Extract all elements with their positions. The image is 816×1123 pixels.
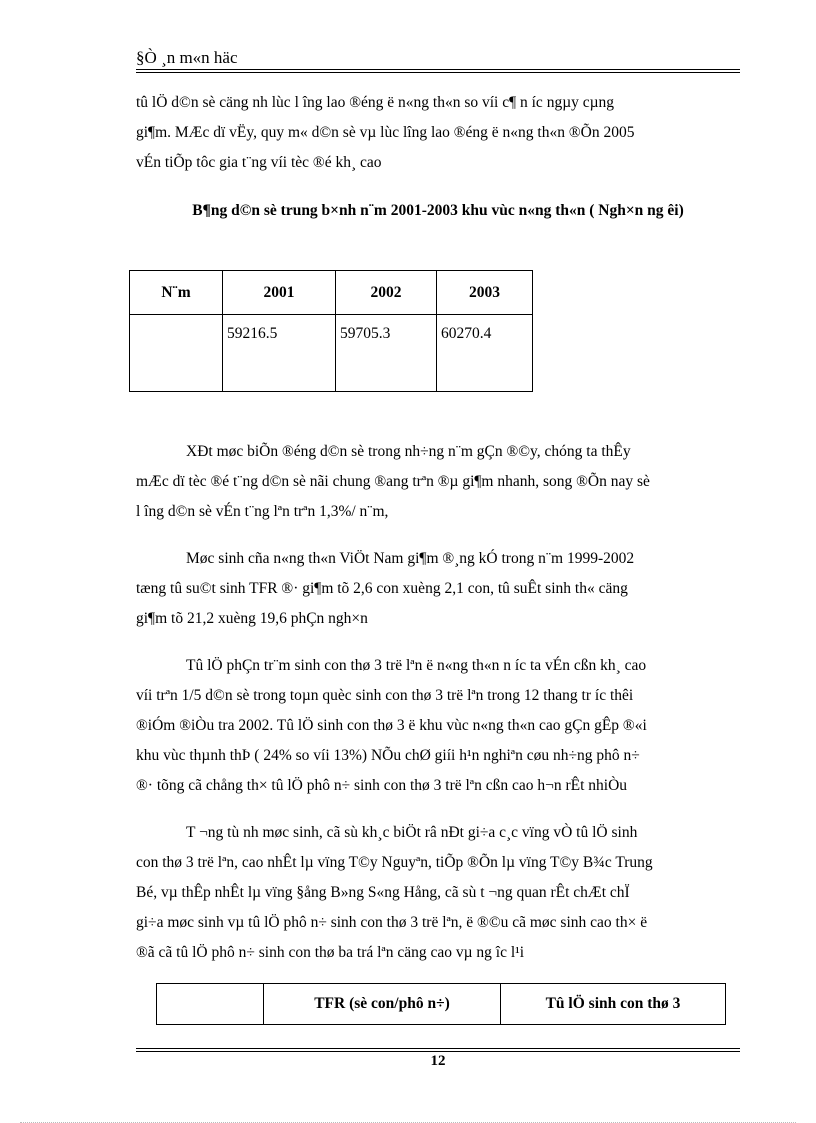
- footer-rule-double: [136, 1051, 740, 1052]
- paragraph-3: [136, 544, 740, 634]
- header-cell-third-child-rate: Tû lÖ sinh con thø 3: [501, 984, 726, 1025]
- paragraph-2: [136, 437, 740, 527]
- table-row: [130, 315, 533, 392]
- header-cell-empty: [157, 984, 264, 1025]
- text-line: khu vùc thµnh thÞ ( 24% so víi 13%) NÕu chØ giíi h¹n nghiªn cøu nh÷ng phô n÷: [136, 747, 640, 764]
- page-header-title: §Ò ¸n m«n häc: [136, 48, 238, 67]
- value-cell-2003: 60270.4: [437, 315, 533, 392]
- value-cell-2002: 59705.3: [336, 315, 437, 392]
- text-line: tæng tû su©t sinh TFR ®· gi¶m tõ 2,6 con xuèng 2,1 con, tû suÊt sinh th« cäng: [136, 580, 628, 597]
- row-label-cell: [130, 315, 223, 392]
- text-line: mÆc dï tèc ®é t¨ng d©n sè nãi chung ®ang trªn ®µ gi¶m nhanh, song ®Õn nay sè: [136, 473, 650, 490]
- text-line: gi÷a møc sinh vµ tû lÖ phô n÷ sinh con thø 3 trë lªn, ë ®©u cã møc sinh cao th× ë: [136, 914, 648, 931]
- header-rule: [136, 69, 740, 70]
- text-line: Bé, vµ thÊp nhÊt lµ vïng §ång B»ng S«ng Hång, cã sù t ¬ng quan rÊt chÆt chÏ: [136, 884, 630, 901]
- text-line: vÉn tiÕp tôc gia t¨ng víi tèc ®é kh¸ cao: [136, 154, 382, 171]
- header-cell-2003: 2003: [437, 271, 533, 315]
- text-line: con thø 3 trë lªn, cao nhÊt lµ vïng T©y Nguyªn, tiÕp ®Õn lµ vïng T©y B¾c Trung: [136, 854, 653, 871]
- footer-rule: [136, 1048, 740, 1049]
- text-line: ®· tõng cã chång th× tû lÖ phô n÷ sinh con thø 3 trë lªn cßn cao h¬n rÊt nhiÒu: [136, 777, 628, 794]
- population-table: [129, 270, 533, 392]
- text-line: Møc sinh cña n«ng th«n ViÖt Nam gi¶m ®¸ng kÓ trong n¨m 1999-2002: [186, 550, 635, 567]
- text-line: víi trªn 1/5 d©n sè trong toµn quèc sinh con thø 3 trë lªn trong 12 thang tr íc thêi: [136, 687, 634, 704]
- text-line: ®iÓm ®iÒu tra 2002. Tû lÖ sinh con thø 3 ë khu vùc n«ng th«n cao gÇn gÊp ®«i: [136, 717, 647, 734]
- text-line: Tû lÖ phÇn tr¨m sinh con thø 3 trë lªn ë n«ng th«n n íc ta vÉn cßn kh¸ cao: [186, 657, 647, 674]
- page-number: 12: [430, 1053, 446, 1069]
- text-line: gi¶m tõ 21,2 xuèng 19,6 phÇn ngh×n: [136, 610, 368, 627]
- text-line: l îng d©n sè vÉn t¨ng lªn trªn 1,3%/ n¨m,: [136, 503, 389, 520]
- text-line: tû lÖ d©n sè cäng nh lùc l îng lao ®éng ë n«ng th«n so víi c¶ n íc ngµy cµng: [136, 94, 615, 111]
- table-header-row: [157, 984, 726, 1025]
- paragraph-1: [136, 88, 740, 178]
- text-line: gi¶m. MÆc dï vËy, quy m« d©n sè vµ lùc lîng lao ®éng ë n«ng th«n ®Õn 2005: [136, 124, 635, 141]
- table-header-row: [130, 271, 533, 315]
- header-cell-2001: 2001: [223, 271, 336, 315]
- header-cell-year: N¨m: [130, 271, 223, 315]
- tfr-table: [156, 983, 726, 1025]
- table-caption: B¶ng d©n sè trung b×nh n¨m 2001-2003 khu vùc n«ng th«n ( Ngh×n ng êi): [192, 202, 684, 219]
- paragraph-4: [136, 651, 740, 801]
- text-line: ®ã cã tû lÖ phô n÷ sinh con thø ba trá lªn cäng cao vµ ng îc l¹i: [136, 944, 525, 961]
- paragraph-5: [136, 818, 740, 968]
- header-rule-double: [136, 72, 740, 73]
- value-cell-2001: 59216.5: [223, 315, 336, 392]
- header-cell-2002: 2002: [336, 271, 437, 315]
- header-cell-tfr: TFR (sè con/phô n÷): [264, 984, 501, 1025]
- text-line: T ¬ng tù nh møc sinh, cã sù kh¸c biÖt râ nÐt gi÷a c¸c vïng vÒ tû lÖ sinh: [186, 824, 638, 841]
- text-line: XÐt møc biÕn ®éng d©n sè trong nh÷ng n¨m gÇn ®©y, chóng ta thÊy: [186, 443, 631, 460]
